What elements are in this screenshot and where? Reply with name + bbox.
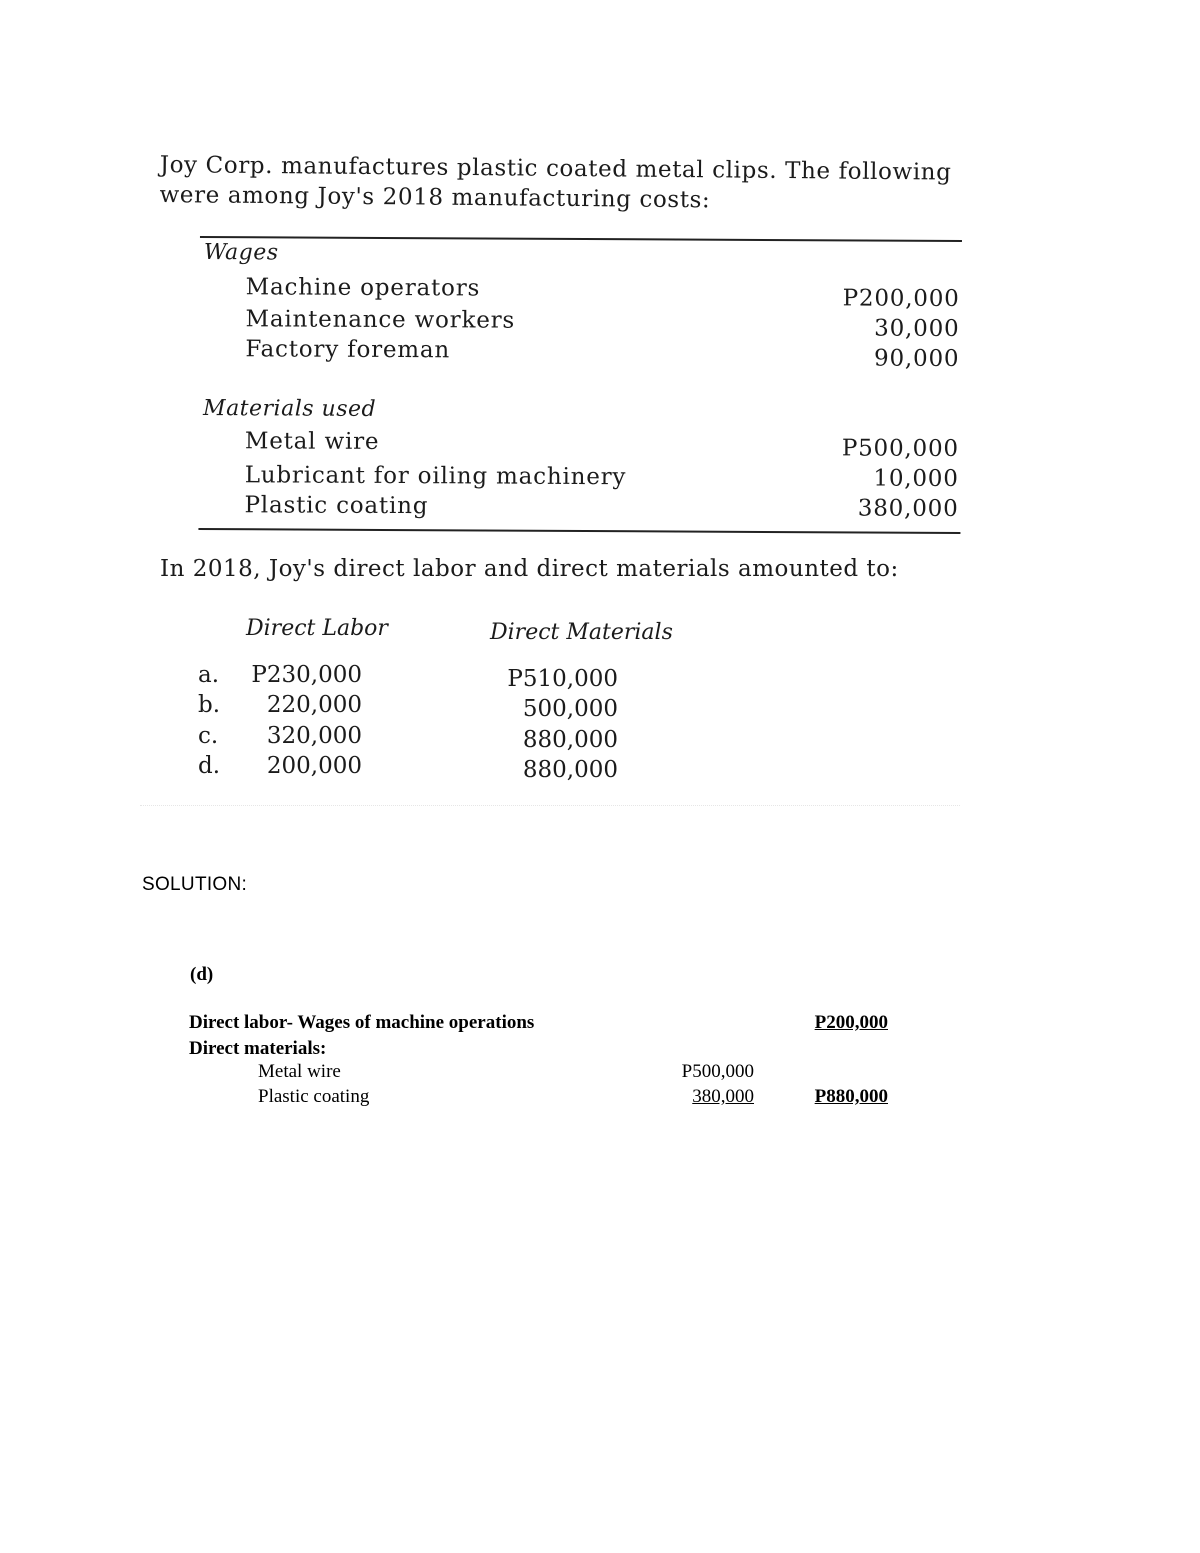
choice-direct-labor: 320,000 [266, 723, 362, 749]
material-item-label: Plastic coating [258, 1086, 370, 1107]
choice-direct-materials: 880,000 [522, 727, 618, 753]
choice-direct-labor: P230,000 [251, 662, 362, 688]
direct-materials-header: Direct Materials [490, 620, 673, 645]
material-label: Metal wire [244, 428, 380, 455]
wage-amount: 90,000 [873, 345, 960, 372]
material-label: Lubricant for oiling machinery [244, 462, 627, 491]
direct-labor-label: Direct labor- Wages of machine operations [189, 1012, 535, 1033]
choice-letter: d. [198, 753, 221, 779]
wage-amount: 30,000 [874, 315, 960, 342]
intro-line-2: were among Joy's 2018 manufacturing costs: [159, 181, 711, 214]
direct-materials-label: Direct materials: [189, 1038, 327, 1059]
choice-direct-labor: 220,000 [266, 692, 362, 718]
material-label: Plastic coating [244, 492, 429, 520]
choice-direct-materials: 880,000 [522, 757, 618, 783]
question-text: In 2018, Joy's direct labor and direct materials amounted to: [160, 556, 899, 582]
choice-letter: c. [198, 723, 219, 749]
wage-label: Maintenance workers [245, 306, 516, 334]
choice-direct-labor: 200,000 [266, 753, 362, 779]
choice-letter: b. [198, 692, 221, 718]
material-item-label: Metal wire [258, 1061, 341, 1082]
material-amount: 380,000 [857, 495, 959, 522]
direct-materials-total: P880,000 [814, 1086, 888, 1107]
materials-heading: Materials used [203, 396, 377, 422]
material-item-amount: P500,000 [681, 1061, 754, 1082]
wage-label: Machine operators [245, 274, 481, 302]
choice-direct-materials: 500,000 [522, 696, 618, 722]
wage-amount: P200,000 [842, 285, 960, 312]
material-amount: 10,000 [873, 465, 959, 492]
answer-letter: (d) [190, 964, 214, 985]
intro-line-1: Joy Corp. manufactures plastic coated metal clips. The following [159, 151, 952, 186]
direct-labor-total: P200,000 [814, 1012, 888, 1033]
solution-title: SOLUTION: [142, 874, 248, 895]
choice-direct-materials: P510,000 [507, 666, 618, 692]
direct-labor-header: Direct Labor [246, 616, 388, 641]
wage-label: Factory foreman [245, 336, 451, 364]
material-amount: P500,000 [841, 435, 959, 462]
wages-heading: Wages [203, 240, 279, 266]
material-item-amount: 380,000 [692, 1086, 754, 1107]
choice-letter: a. [198, 662, 220, 688]
